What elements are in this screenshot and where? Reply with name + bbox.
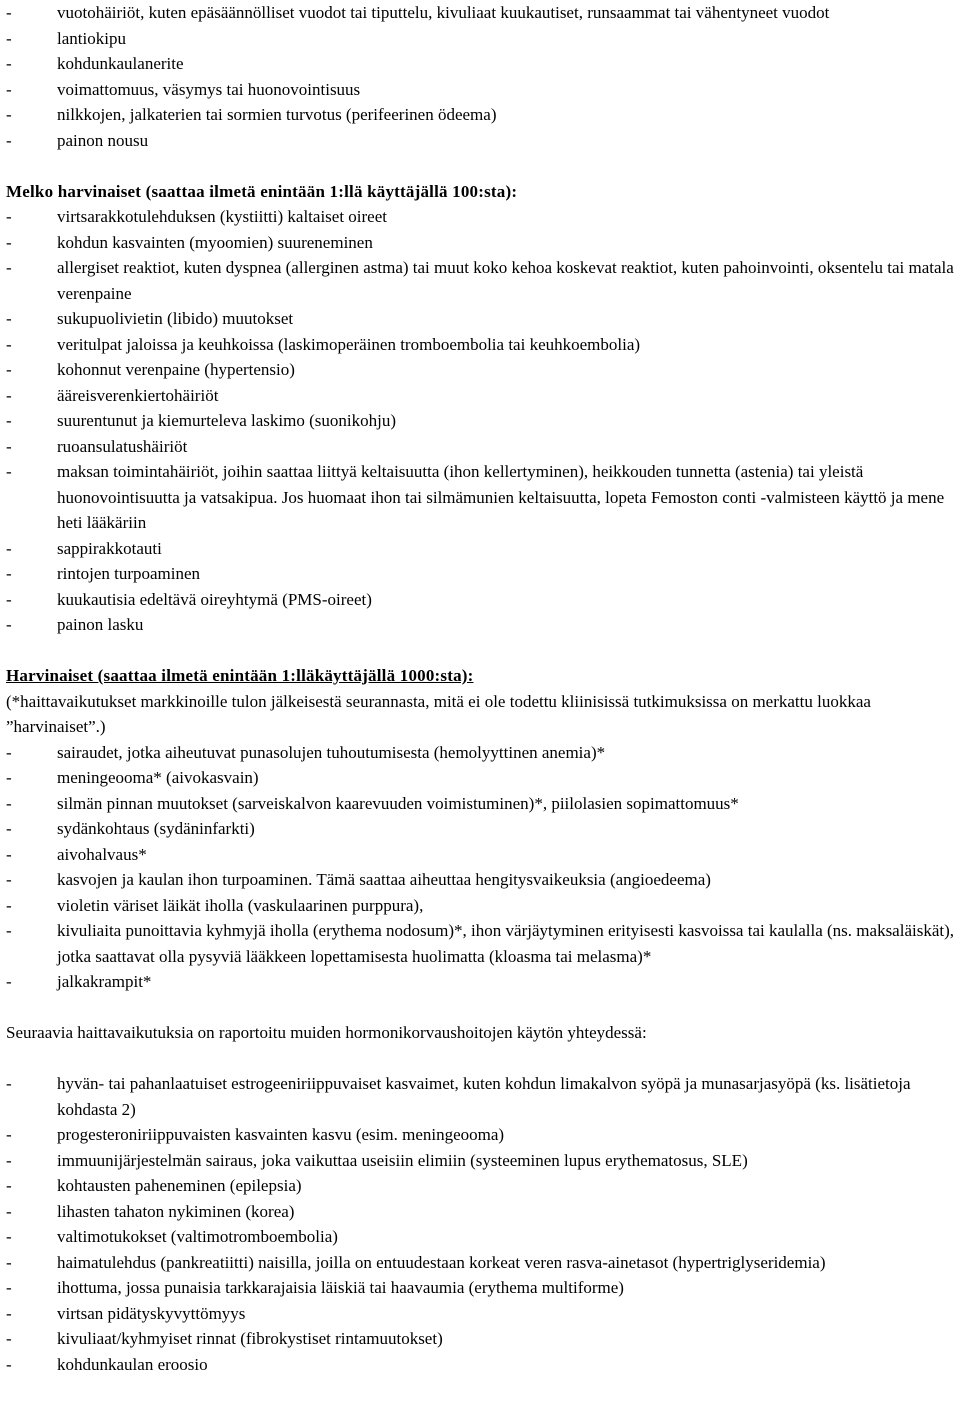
list-dash: -	[6, 819, 12, 838]
list-item: - haimatulehdus (pankreatiitti) naisilla, joilla on entuudestaan korkeat veren rasva-ainetasot (hypertriglyseridemia)	[6, 1250, 956, 1276]
list-dash: -	[6, 564, 12, 583]
list-dash: -	[6, 436, 12, 456]
list-dash: -	[6, 105, 12, 124]
list-dash: -	[6, 1201, 12, 1221]
list-dash: -	[6, 28, 12, 48]
list-item: - aivohalvaus*	[6, 842, 956, 868]
list-item: - painon nousu	[6, 128, 956, 154]
list-dash: -	[6, 1150, 12, 1170]
list-dash: -	[6, 385, 12, 405]
list-dash: -	[6, 1303, 12, 1323]
list-dash: -	[6, 844, 12, 864]
list-dash: -	[6, 972, 12, 991]
spacer	[6, 1046, 956, 1072]
list-item: - kohdunkaulanerite	[6, 51, 956, 77]
uncommon-heading: Melko harvinaiset (saattaa ilmetä enintään 1:llä käyttäjällä 100:sta):	[6, 181, 518, 201]
list-dash: -	[6, 1227, 12, 1246]
list-dash: -	[6, 1329, 12, 1348]
list-item: - kivuliaat/kyhmyiset rinnat (fibrokystiset rintamuutokset)	[6, 1326, 956, 1352]
list-item: - kohtausten paheneminen (epilepsia)	[6, 1173, 956, 1199]
list-item: - valtimotukokset (valtimotromboembolia)	[6, 1224, 956, 1250]
list-item: - ruoansulatushäiriöt	[6, 434, 956, 460]
list-item: - voimattomuus, väsymys tai huonovointisuus	[6, 77, 956, 103]
list-item: - sukupuolivietin (libido) muutokset	[6, 306, 956, 332]
other-effects-list	[6, 1071, 956, 1377]
list-dash: -	[6, 258, 12, 277]
list-dash: -	[6, 3, 12, 22]
list-item: - silmän pinnan muutokset (sarveiskalvon kaarevuuden voimistuminen)*, piilolasien sopimattomuus*	[6, 791, 956, 817]
list-item: - maksan toimintahäiriöt, joihin saattaa liittyä keltaisuutta (ihon kellertyminen), heikkouden tunnetta (astenia) tai yleistä huonovointisuutta ja vatsakipua. Jos huomaat ihon tai silmämunien keltaisuutta, lopeta Femoston conti -valmisteen käyttö ja mene heti lääkäriin	[6, 459, 956, 536]
list-item: - violetin väriset läikät iholla (vaskulaarinen purppura),	[6, 893, 956, 919]
list-item: - ääreisverenkiertohäiriöt	[6, 383, 956, 409]
list-item: - jalkakrampit*	[6, 969, 956, 995]
list-item: - nilkkojen, jalkaterien tai sormien turvotus (perifeerinen ödeema)	[6, 102, 956, 128]
list-dash: -	[6, 1125, 12, 1144]
list-item: - sappirakkotauti	[6, 536, 956, 562]
rare-note: (*haittavaikutukset markkinoille tulon jälkeisestä seurannasta, mitä ei ole todettu kliinisissä tutkimuksissa on merkattu luokkaa ”harvinaiset”.)	[6, 691, 871, 736]
list-item: - ihottuma, jossa punaisia tarkkarajaisia läiskiä tai haavaumia (erythema multiforme)	[6, 1275, 956, 1301]
list-dash: -	[6, 462, 12, 481]
list-dash: -	[6, 921, 12, 940]
list-dash: -	[6, 360, 12, 379]
uncommon-effects-list	[6, 204, 956, 638]
list-item: - kuukautisia edeltävä oireyhtymä (PMS-oireet)	[6, 587, 956, 613]
list-item: - sydänkohtaus (sydäninfarkti)	[6, 816, 956, 842]
list-dash: -	[6, 895, 12, 915]
list-item: - painon lasku	[6, 612, 956, 638]
list-dash: -	[6, 79, 12, 99]
list-dash: -	[6, 1176, 12, 1195]
list-item: - hyvän- tai pahanlaatuiset estrogeeniriippuvaiset kasvaimet, kuten kohdun limakalvon syöpä ja munasarjasyöpä (ks. lisätietoja kohdasta 2)	[6, 1071, 956, 1122]
list-item: - kohdun kasvainten (myoomien) suureneminen	[6, 230, 956, 256]
list-dash: -	[6, 1354, 12, 1374]
list-dash: -	[6, 538, 12, 558]
list-dash: -	[6, 207, 12, 226]
list-dash: -	[6, 130, 12, 150]
spacer	[6, 153, 956, 179]
list-dash: -	[6, 334, 12, 354]
list-dash: -	[6, 54, 12, 73]
list-item: - kohdunkaulan eroosio	[6, 1352, 956, 1378]
list-item: - immuunijärjestelmän sairaus, joka vaikuttaa useisiin elimiin (systeeminen lupus erythematosus, SLE)	[6, 1148, 956, 1174]
list-dash: -	[6, 1074, 12, 1093]
list-dash: -	[6, 589, 12, 609]
list-dash: -	[6, 793, 12, 813]
list-dash: -	[6, 1252, 12, 1272]
list-item: - kivuliaita punoittavia kyhmyjä iholla (erythema nodosum)*, ihon värjäytyminen erityisesti kasvoissa tai kaulalla (ns. maksaläiskät), jotka saattavat olla pysyviä lääkkeen lopettamisesta huolimatta (kloasma tai melasma)*	[6, 918, 956, 969]
list-dash: -	[6, 1278, 12, 1297]
list-dash: -	[6, 232, 12, 252]
list-dash: -	[6, 411, 12, 430]
list-dash: -	[6, 870, 12, 889]
rare-heading: Harvinaiset (saattaa ilmetä enintään 1:lläkäyttäjällä 1000:sta):	[6, 666, 474, 685]
list-item: - veritulpat jaloissa ja keuhkoissa (laskimoperäinen tromboembolia tai keuhkoembolia)	[6, 332, 956, 358]
list-item: - virtsan pidätyskyvyttömyys	[6, 1301, 956, 1327]
list-item: - virtsarakkotulehduksen (kystiitti) kaltaiset oireet	[6, 204, 956, 230]
list-item: - lihasten tahaton nykiminen (korea)	[6, 1199, 956, 1225]
list-item: - kasvojen ja kaulan ihon turpoaminen. Tämä saattaa aiheuttaa hengitysvaikeuksia (angioedeema)	[6, 867, 956, 893]
list-dash: -	[6, 615, 12, 634]
list-item: - kohonnut verenpaine (hypertensio)	[6, 357, 956, 383]
list-item: - rintojen turpoaminen	[6, 561, 956, 587]
other-effects-intro: Seuraavia haittavaikutuksia on raportoitu muiden hormonikorvaushoitojen käytön yhteydessä:	[6, 1023, 647, 1042]
list-item: - sairaudet, jotka aiheutuvat punasolujen tuhoutumisesta (hemolyyttinen anemia)*	[6, 740, 956, 766]
list-dash: -	[6, 768, 12, 787]
spacer	[6, 638, 956, 664]
list-item: - vuotohäiriöt, kuten epäsäännölliset vuodot tai tiputtelu, kivuliaat kuukautiset, runsaammat tai vähentyneet vuodot	[6, 0, 956, 26]
list-dash: -	[6, 309, 12, 328]
spacer	[6, 995, 956, 1021]
list-item: - suurentunut ja kiemurteleva laskimo (suonikohju)	[6, 408, 956, 434]
list-item: - progesteroniriippuvaisten kasvainten kasvu (esim. meningeooma)	[6, 1122, 956, 1148]
list-dash: -	[6, 742, 12, 762]
list-item: - lantiokipu	[6, 26, 956, 52]
common-effects-list	[6, 0, 956, 153]
list-item: - meningeooma* (aivokasvain)	[6, 765, 956, 791]
rare-effects-list	[6, 740, 956, 995]
list-item: - allergiset reaktiot, kuten dyspnea (allerginen astma) tai muut koko kehoa koskevat reaktiot, kuten pahoinvointi, oksentelu tai matala verenpaine	[6, 255, 956, 306]
